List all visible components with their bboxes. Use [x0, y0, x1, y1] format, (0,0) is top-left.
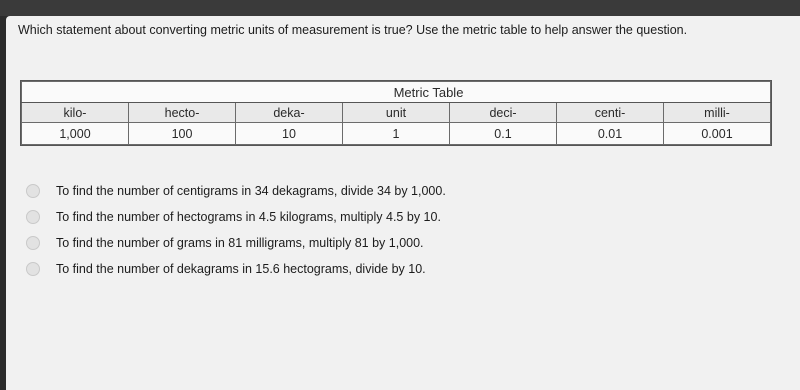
radio-button[interactable]: [26, 210, 40, 224]
top-bar: [0, 0, 800, 16]
value-cell-kilo: 1,000: [22, 123, 129, 145]
answer-option[interactable]: [26, 230, 726, 256]
prefix-cell-kilo: kilo-: [22, 103, 129, 123]
value-row: [22, 123, 771, 145]
prefix-cell-centi: centi-: [557, 103, 664, 123]
answer-options: [26, 178, 726, 282]
prefix-row: [22, 103, 771, 123]
radio-button[interactable]: [26, 236, 40, 250]
prefix-cell-milli: milli-: [664, 103, 771, 123]
value-cell-centi: 0.01: [557, 123, 664, 145]
answer-option[interactable]: [26, 256, 726, 282]
answer-option[interactable]: [26, 178, 726, 204]
value-cell-hecto: 100: [129, 123, 236, 145]
answer-option-label: To find the number of hectograms in 4.5 kilograms, multiply 4.5 by 10.: [56, 210, 441, 224]
metric-table-title: Metric Table: [22, 82, 771, 103]
value-cell-deci: 0.1: [450, 123, 557, 145]
answer-option-label: To find the number of grams in 81 milligrams, multiply 81 by 1,000.: [56, 236, 424, 250]
answer-option-label: To find the number of centigrams in 34 dekagrams, divide 34 by 1,000.: [56, 184, 446, 198]
prefix-cell-deka: deka-: [236, 103, 343, 123]
metric-table: [20, 80, 772, 146]
prefix-cell-deci: deci-: [450, 103, 557, 123]
value-cell-unit: 1: [343, 123, 450, 145]
answer-option-label: To find the number of dekagrams in 15.6 hectograms, divide by 10.: [56, 262, 426, 276]
value-cell-deka: 10: [236, 123, 343, 145]
prefix-cell-unit: unit: [343, 103, 450, 123]
question-text: Which statement about converting metric units of measurement is true? Use the metric table to help answer the question.: [18, 23, 688, 37]
value-cell-milli: 0.001: [664, 123, 771, 145]
radio-button[interactable]: [26, 262, 40, 276]
prefix-cell-hecto: hecto-: [129, 103, 236, 123]
answer-option[interactable]: [26, 204, 726, 230]
radio-button[interactable]: [26, 184, 40, 198]
